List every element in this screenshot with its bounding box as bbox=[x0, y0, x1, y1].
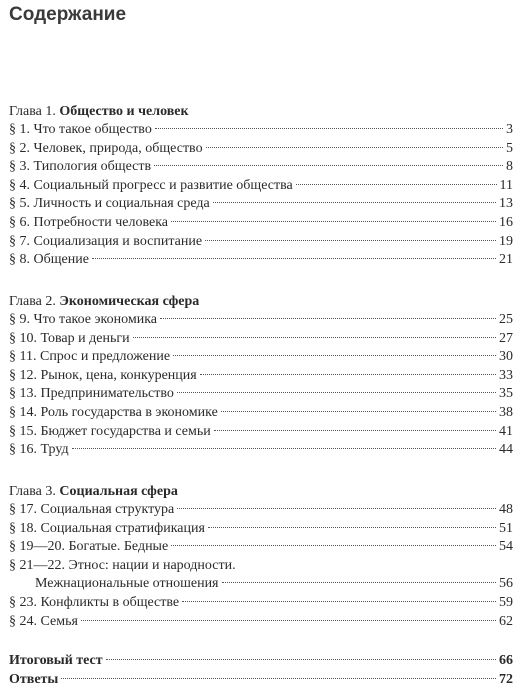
dot-leader bbox=[206, 146, 503, 148]
dot-leader bbox=[213, 201, 496, 203]
toc-entry-label: § 24. Семья bbox=[9, 613, 78, 629]
toc-entry bbox=[9, 520, 513, 539]
toc-entry-label: § 18. Социальная стратификация bbox=[9, 520, 205, 536]
toc-entry-page: 48 bbox=[499, 502, 513, 517]
dot-leader bbox=[173, 354, 496, 356]
toc-entry bbox=[9, 214, 513, 233]
toc-entry-label: Итоговый тест bbox=[9, 653, 103, 668]
dot-leader bbox=[177, 391, 496, 393]
toc-entry-page: 30 bbox=[499, 349, 513, 365]
toc-entry bbox=[9, 671, 513, 690]
toc-entry-page: 19 bbox=[499, 233, 513, 249]
toc-entry-page: 59 bbox=[499, 594, 513, 610]
dot-leader bbox=[72, 447, 496, 449]
toc-entry-label: § 21—22. Этнос: нации и народности. bbox=[9, 557, 236, 573]
toc-entry-label: § 9. Что такое экономика bbox=[9, 312, 157, 327]
toc-entry-label: § 10. Товар и деньги bbox=[9, 330, 130, 346]
toc-entry-label: § 5. Личность и социальная среда bbox=[9, 196, 210, 212]
toc-entry-label: § 19—20. Богатые. Бедные bbox=[9, 539, 169, 555]
toc-entry-page: 35 bbox=[499, 386, 513, 402]
chapter-name: Общество и человек bbox=[59, 104, 189, 119]
toc-entry bbox=[9, 158, 513, 177]
dot-leader bbox=[81, 619, 496, 621]
toc-entry bbox=[9, 251, 513, 270]
dot-leader bbox=[214, 429, 496, 431]
dot-leader bbox=[160, 317, 496, 319]
dot-leader bbox=[133, 336, 496, 338]
toc-entry-label: § 11. Спрос и предложение bbox=[9, 349, 171, 365]
dot-leader bbox=[155, 127, 503, 129]
toc-entry bbox=[9, 385, 513, 404]
toc-entry-page: 25 bbox=[499, 312, 513, 327]
toc-entry bbox=[9, 330, 513, 349]
dot-leader bbox=[61, 677, 496, 679]
chapter-name: Социальная сфера bbox=[59, 484, 178, 499]
dot-leader bbox=[208, 526, 496, 528]
toc-entry-page: 51 bbox=[499, 520, 513, 536]
toc-entry-page: 16 bbox=[499, 214, 513, 230]
toc-entry-page: 44 bbox=[499, 442, 513, 458]
dot-leader bbox=[171, 544, 496, 546]
toc-entry bbox=[9, 404, 513, 423]
dot-leader bbox=[106, 658, 496, 660]
chapter-prefix: Глава 2. bbox=[9, 294, 56, 309]
toc-entry bbox=[9, 233, 513, 252]
toc-entry-page: 62 bbox=[499, 613, 513, 629]
toc-entry bbox=[9, 441, 513, 460]
toc-entry-page: 11 bbox=[499, 177, 513, 193]
toc-entry-label: § 8. Общение bbox=[9, 252, 89, 268]
chapter-3 bbox=[9, 483, 513, 631]
chapter-heading bbox=[9, 293, 513, 311]
toc-entry-label: § 13. Предпринимательство bbox=[9, 386, 174, 402]
toc-entry-page: 56 bbox=[499, 576, 513, 592]
toc-entry bbox=[9, 423, 513, 442]
dot-leader bbox=[171, 220, 496, 222]
final-section bbox=[9, 652, 513, 689]
toc-entry-label: § 16. Труд bbox=[9, 442, 69, 458]
toc-entry-label: § 7. Социализация и воспитание bbox=[9, 233, 203, 249]
toc-entry-page: 54 bbox=[499, 539, 513, 555]
toc-entry-page: 13 bbox=[499, 196, 513, 212]
toc-entry-page: 33 bbox=[499, 367, 513, 383]
toc-entry-page: 41 bbox=[499, 423, 513, 439]
dot-leader bbox=[222, 581, 497, 583]
dot-leader bbox=[177, 507, 496, 509]
toc-entry bbox=[9, 594, 513, 613]
toc-entry bbox=[9, 538, 513, 557]
dot-leader bbox=[296, 183, 497, 185]
toc-entry bbox=[9, 311, 513, 330]
toc-entry bbox=[9, 177, 513, 196]
toc-entry-label: § 3. Типология обществ bbox=[9, 159, 152, 175]
toc-entry-page: 8 bbox=[506, 159, 513, 175]
chapter-prefix: Глава 1. bbox=[9, 104, 56, 119]
toc-entry bbox=[9, 195, 513, 214]
toc-entry-label: § 4. Социальный прогресс и развитие общества bbox=[9, 177, 293, 193]
dot-leader bbox=[154, 164, 503, 166]
chapter-heading bbox=[9, 103, 513, 121]
toc-entry-page: 38 bbox=[499, 404, 513, 420]
page-title: Содержание bbox=[9, 4, 127, 25]
toc-entry-label: § 12. Рынок, цена, конкуренция bbox=[9, 367, 197, 383]
toc-entry-label: Ответы bbox=[9, 671, 59, 687]
toc-entry bbox=[9, 575, 513, 594]
toc-entry-label: § 14. Роль государства в экономике bbox=[9, 404, 218, 420]
chapter-heading bbox=[9, 483, 513, 501]
toc-entry-label: § 23. Конфликты в обществе bbox=[9, 594, 180, 610]
toc-entry-label: § 2. Человек, природа, общество bbox=[9, 140, 203, 156]
toc-entry bbox=[9, 652, 513, 671]
toc-entry bbox=[9, 501, 513, 520]
toc-entry bbox=[9, 367, 513, 386]
toc-entry bbox=[9, 348, 513, 367]
toc-entry-label: Межнациональные отношения bbox=[35, 576, 219, 592]
dot-leader bbox=[221, 410, 496, 412]
chapter-prefix: Глава 3. bbox=[9, 484, 56, 499]
toc-entry bbox=[9, 613, 513, 632]
dot-leader bbox=[205, 239, 496, 241]
dot-leader bbox=[92, 257, 496, 259]
toc-entry-page: 5 bbox=[506, 140, 513, 156]
toc-entry-page: 21 bbox=[499, 252, 513, 268]
toc-entry-page: 3 bbox=[506, 122, 513, 137]
toc-entry bbox=[9, 140, 513, 159]
toc-entry-page: 27 bbox=[499, 330, 513, 346]
toc-entry-page: 66 bbox=[499, 653, 513, 668]
toc-entry-label: § 15. Бюджет государства и семьи bbox=[9, 423, 211, 439]
toc-entry-page: 72 bbox=[499, 671, 513, 687]
dot-leader bbox=[182, 600, 496, 602]
toc-entry bbox=[9, 121, 513, 140]
toc-entry-label: § 6. Потребности человека bbox=[9, 214, 169, 230]
toc-entry-label: § 1. Что такое общество bbox=[9, 122, 152, 137]
toc-entry bbox=[9, 557, 513, 576]
toc-entry-label: § 17. Социальная структура bbox=[9, 502, 175, 517]
dot-leader bbox=[200, 373, 496, 375]
chapter-2 bbox=[9, 293, 513, 460]
chapter-name: Экономическая сфера bbox=[59, 294, 200, 309]
chapter-1 bbox=[9, 103, 513, 270]
